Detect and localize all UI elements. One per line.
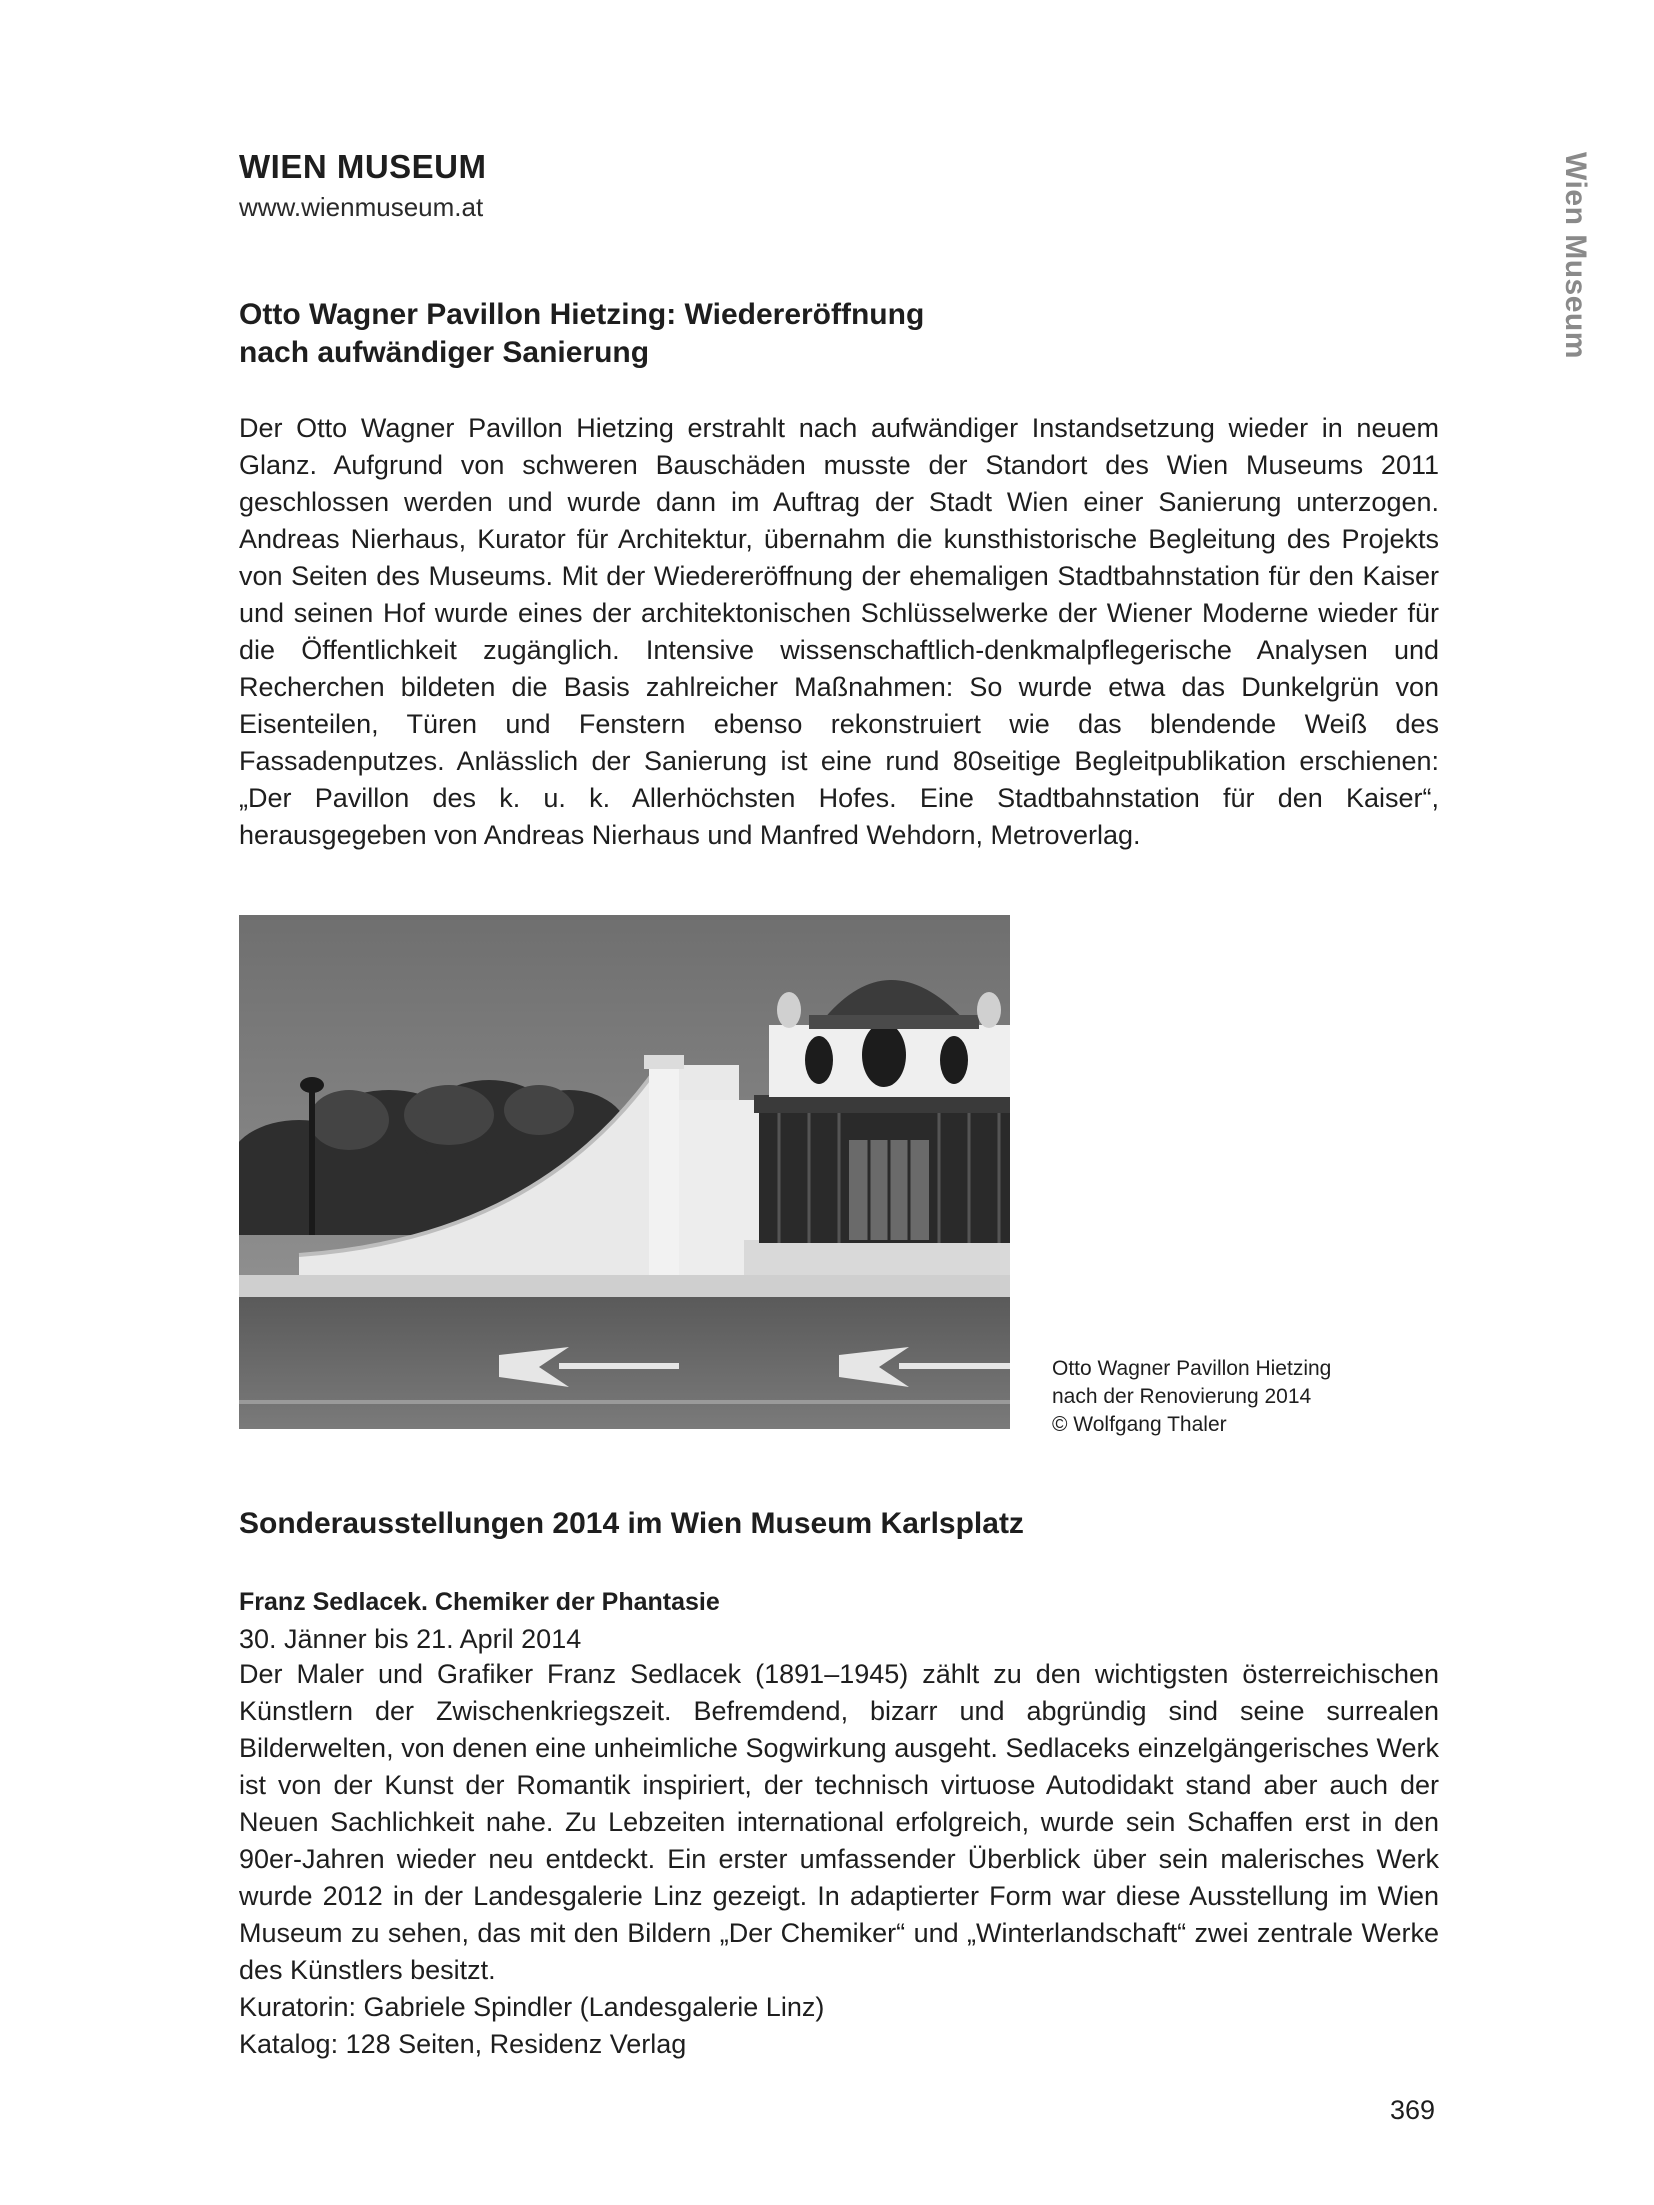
article-paragraph: Der Otto Wagner Pavillon Hietzing erstrahlt nach aufwändiger Instandsetzung wieder in neuem Glanz. Aufgrund von schweren Bauschäden musste der Standort des Wien Museums 2011 geschlossen werden und wurde dann im Auftrag der Stadt Wien einer Sanierung unterzogen. Andreas Nierhaus, Kurator für Architektur, übernahm die kunsthistorische Begleitung des Projekts von Seiten des Museums. Mit der Wiedereröffnung der ehemaligen Stadtbahnstation für den Kaiser und seinen Hof wurde eines der architektonischen Schlüsselwerke der Wiener Moderne wieder für die Öffentlichkeit zugänglich. Intensive wissenschaftlich-denkmalpflegerische Analysen und Recherchen bildeten die Basis zahlreicher Maßnahmen: So wurde etwa das Dunkelgrün von Eisenteilen, Türen und Fenstern ebenso rekonstruiert wie das blendende Weiß des Fassadenputzes. Anlässlich der Sanierung ist eine rund 80seitige Begleitpublikation erschienen: „Der Pavillon des k. u. k. Allerhöchsten Hofes. Eine Stadtbahnstation für den Kaiser“, herausgegeben von Andreas Nierhaus und Manfred Wehdorn, Metroverlag. — [239, 413, 1439, 850]
museum-url[interactable]: www.wienmuseum.at — [239, 192, 484, 222]
article-title-line-2: nach aufwändiger Sanierung — [239, 336, 650, 369]
exhibition-date: 30. Jänner bis 21. April 2014 — [239, 1624, 582, 1654]
exhibition-curator: Kuratorin: Gabriele Spindler (Landesgalerie Linz) — [239, 1992, 825, 2022]
exhibition-description: Der Maler und Grafiker Franz Sedlacek (1891–1945) zählt zu den wichtigsten österreichischen Künstlern der Zwischenkriegszeit. Befremdend, bizarr und abgründig sind seine surrealen Bilderwelten, von denen eine unheimliche Sogwirkung ausgeht. Sedlaceks einzelgängerisches Werk ist von der Kunst der Romantik inspiriert, der technisch virtuose Autodidakt stand aber auch der Neuen Sachlichkeit nahe. Zu Lebzeiten international erfolgreich, wurde sein Schaffen erst in den 90er-Jahren wieder neu entdeckt. Ein erster umfassender Überblick über sein malerisches Werk wurde 2012 in der Landesgalerie Linz gezeigt. In adaptierter Form war diese Ausstellung im Wien Museum zu sehen, das mit den Bildern „Der Chemiker“ und „Winterlandschaft“ zwei zentrale Werke des Künstlers besitzt. — [239, 1659, 1439, 1985]
pavilion-photo — [239, 915, 1010, 1429]
caption-credit: © Wolfgang Thaler — [1052, 1413, 1227, 1436]
side-tab — [1555, 140, 1595, 370]
page-number: 369 — [1390, 2095, 1436, 2125]
museum-name: WIEN MUSEUM — [239, 148, 487, 185]
caption-line-2: nach der Renovierung 2014 — [1052, 1385, 1312, 1408]
article-title — [239, 296, 1139, 372]
pavilion-photo-illustration — [239, 915, 1010, 1429]
exhibition-title: Franz Sedlacek. Chemiker der Phantasie — [239, 1588, 720, 1616]
exhibition-block — [239, 1656, 1439, 2063]
section-title: Sonderausstellungen 2014 im Wien Museum Karlsplatz — [239, 1507, 1024, 1540]
caption-line-1: Otto Wagner Pavillon Hietzing — [1052, 1357, 1332, 1380]
exhibition-catalog: Katalog: 128 Seiten, Residenz Verlag — [239, 2029, 687, 2059]
side-tab-label: Wien Museum — [1559, 151, 1592, 359]
article-title-line-1: Otto Wagner Pavillon Hietzing: Wiedereröffnung — [239, 298, 925, 331]
photo-caption — [1052, 1355, 1331, 1439]
